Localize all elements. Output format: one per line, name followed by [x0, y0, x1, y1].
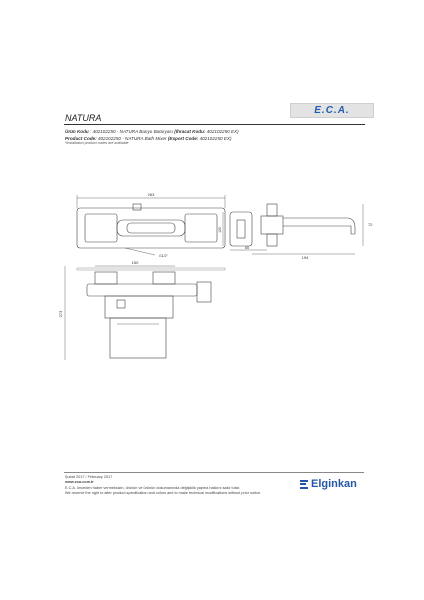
dim-total-height: 273 — [58, 310, 63, 318]
footer-disclaimer-tr: E.C.A. önceden haber vermeksizin, ürünün ve ürünün dokumanında değişiklik yapma hakkını saklı tutar. — [65, 486, 240, 490]
dim-overall-width: 263 — [147, 192, 155, 197]
dim-connection: G1/2" — [159, 254, 168, 258]
export-code-tr-value: 402102250 EX) — [206, 129, 239, 134]
product-code-en-label: Product Code: — [65, 136, 97, 141]
dim-body-height: 72 — [368, 222, 373, 227]
series-title: NATURA — [65, 113, 102, 123]
elginkan-logo-text: Elginkan — [311, 478, 357, 490]
export-code-tr-label: (İhracat Kodu: — [174, 129, 206, 134]
footer-disclaimer-en: We reserve the right to alter product specification and colors and to make technical modifications without prior notice. — [65, 491, 262, 495]
front-view — [65, 266, 225, 360]
eca-logo — [290, 103, 374, 118]
product-code-tr-label: Ürün Kodu — [65, 129, 89, 134]
product-code-en-value: 402102250 - NATURA Bath Mixer — [97, 136, 167, 141]
dim-spout-length: 194 — [301, 255, 309, 260]
technical-drawing — [55, 190, 375, 390]
installation-note: *Installation product codes are available — [65, 141, 129, 145]
elginkan-mark-icon — [300, 480, 308, 489]
dim-offset: 65 — [245, 246, 249, 250]
footer-date: Şubat 2017 / February 2017 — [65, 475, 113, 479]
footer-divider — [64, 472, 364, 473]
dim-wall-distance: 150 — [131, 260, 139, 265]
eca-logo-text: E.C.A. — [314, 105, 350, 116]
export-code-en-label: (Export Code: — [167, 136, 199, 141]
product-code-tr-value: : 402102250 - NATURA Banyo Bataryası — [90, 129, 174, 134]
top-view — [77, 195, 225, 255]
footer-website[interactable]: www.eca.com.tr — [65, 480, 94, 484]
title-divider — [64, 124, 365, 125]
product-code-tr — [65, 129, 239, 134]
dim-center-height: 120 — [218, 227, 222, 233]
export-code-en-value: 402102250 EX) — [199, 136, 232, 141]
elginkan-logo — [300, 478, 357, 490]
side-view — [223, 204, 363, 254]
